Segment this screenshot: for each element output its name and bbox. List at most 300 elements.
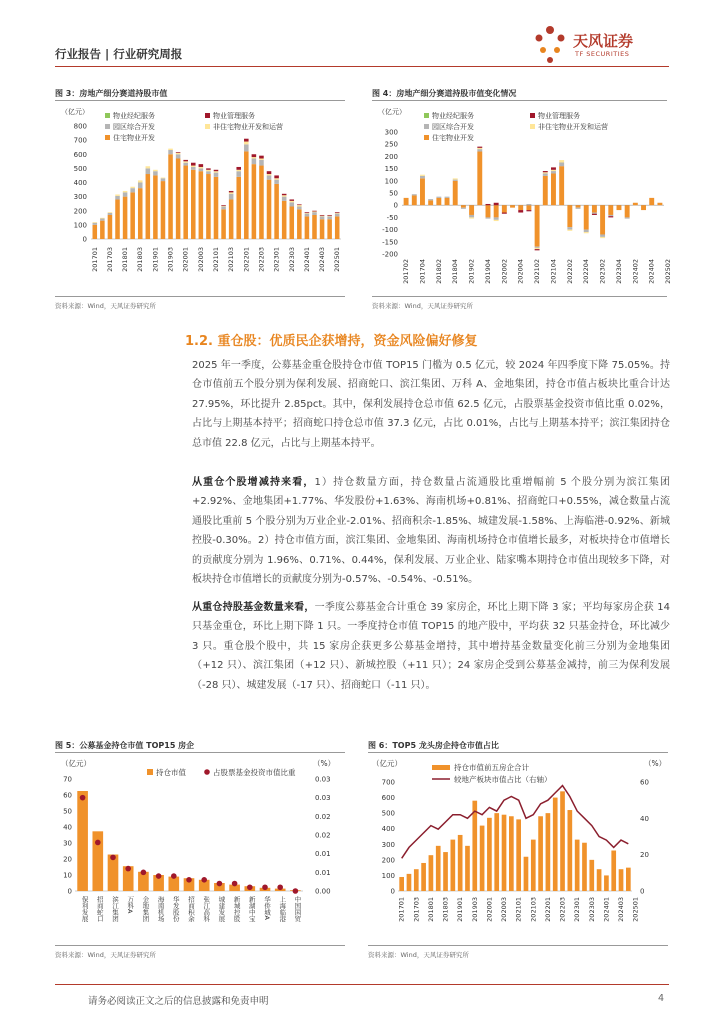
y2-tick-label: 20 bbox=[640, 851, 649, 860]
bar bbox=[77, 791, 88, 891]
bar-segment bbox=[584, 205, 589, 229]
bar-segment bbox=[551, 173, 556, 205]
x-tick-label: 201904 bbox=[483, 259, 492, 284]
bar bbox=[604, 875, 609, 891]
x-tick-label: 202402 bbox=[631, 259, 640, 284]
legend-swatch bbox=[530, 113, 535, 118]
bar-segment bbox=[327, 215, 332, 216]
fig5-title: 图 5：公募基金持仓市值 TOP15 房企 bbox=[55, 741, 195, 750]
bar-segment bbox=[526, 210, 531, 211]
bar-segment bbox=[108, 213, 113, 215]
bar-segment bbox=[477, 147, 482, 148]
footer-disclaimer: 请务必阅读正文之后的信息披露和免责申明 bbox=[88, 996, 269, 1007]
legend-swatch bbox=[147, 769, 153, 775]
legend-label: 物业管理服务 bbox=[538, 112, 580, 120]
bar-segment bbox=[535, 205, 540, 246]
x-tick-label: 202303 bbox=[587, 897, 596, 922]
fig4-bottom-rule bbox=[372, 296, 667, 297]
bar-segment bbox=[436, 198, 441, 205]
bar-segment bbox=[244, 151, 249, 239]
bar-segment bbox=[559, 166, 564, 205]
ratio-point bbox=[277, 884, 283, 890]
y-tick-label: 250 bbox=[384, 140, 398, 149]
x-tick-label: 202301 bbox=[573, 897, 582, 922]
bar-segment bbox=[608, 205, 613, 215]
x-tick-label: 202401 bbox=[302, 247, 311, 272]
y-tick-label: 300 bbox=[381, 840, 395, 849]
bar bbox=[414, 869, 419, 891]
bar-segment bbox=[297, 207, 302, 210]
y-tick-label: 700 bbox=[381, 778, 395, 787]
bar-segment bbox=[214, 170, 219, 171]
bar-segment bbox=[274, 175, 279, 178]
bar-segment bbox=[221, 206, 226, 207]
bar-segment bbox=[551, 167, 556, 169]
bar-segment bbox=[138, 183, 143, 189]
bar bbox=[575, 840, 580, 891]
bar-segment bbox=[625, 205, 630, 217]
bar bbox=[560, 791, 565, 891]
bar-segment bbox=[282, 195, 287, 196]
bar bbox=[619, 869, 624, 891]
bar-segment bbox=[146, 168, 151, 174]
legend-label: 物业经纪服务 bbox=[113, 112, 155, 120]
bar-segment bbox=[320, 219, 325, 239]
legend-label: 非住宅物业开发和运营 bbox=[538, 123, 608, 131]
fig4-source: 资料来源：Wind，天风证券研究所 bbox=[372, 302, 473, 310]
x-tick-label: 202201 bbox=[543, 897, 552, 922]
bar-segment bbox=[592, 213, 597, 214]
x-tick-label: 201901 bbox=[151, 247, 160, 272]
bar-segment bbox=[115, 199, 120, 239]
bar-segment bbox=[428, 199, 433, 200]
category-label: 招商蛇口 bbox=[95, 896, 104, 922]
bar-segment bbox=[551, 171, 556, 173]
y2-tick-label: 40 bbox=[640, 814, 649, 823]
legend-swatch bbox=[424, 124, 429, 129]
bar-segment bbox=[584, 230, 589, 232]
bar-segment bbox=[123, 192, 128, 196]
bar-segment bbox=[404, 198, 409, 205]
bar-segment bbox=[168, 154, 173, 239]
bar-segment bbox=[252, 154, 257, 157]
y-tick-label: 10 bbox=[63, 871, 72, 880]
legend-swatch bbox=[205, 124, 210, 129]
bar bbox=[487, 818, 492, 891]
y-tick-label: -100 bbox=[382, 226, 398, 235]
bar bbox=[502, 815, 507, 891]
bar-segment bbox=[123, 197, 128, 239]
bar-segment bbox=[567, 227, 572, 229]
category-label: 保利发展 bbox=[80, 896, 89, 922]
y2-tick-label: 0.01 bbox=[315, 868, 331, 877]
legend-label: 占股票基金投资市值比重 bbox=[213, 768, 296, 777]
bar bbox=[524, 857, 529, 891]
fig4-chart bbox=[372, 102, 673, 297]
x-tick-label: 201702 bbox=[402, 259, 411, 284]
bar-segment bbox=[289, 201, 294, 202]
bar-segment bbox=[535, 247, 540, 248]
category-label: 华发股份 bbox=[171, 896, 180, 922]
y2-tick-label: 0.02 bbox=[315, 812, 331, 821]
bar-segment bbox=[567, 205, 572, 227]
bar-segment bbox=[312, 215, 317, 239]
bar bbox=[458, 835, 463, 891]
x-tick-label: 202203 bbox=[558, 897, 567, 922]
fig3-title: 图 3：房地产细分赛道持股市值 bbox=[55, 89, 168, 98]
bar-segment bbox=[502, 205, 507, 212]
bar-segment bbox=[153, 171, 158, 175]
bar-segment bbox=[221, 207, 226, 210]
x-tick-label: 201803 bbox=[136, 247, 145, 272]
bar bbox=[407, 874, 412, 891]
y-tick-label: 100 bbox=[381, 871, 395, 880]
ratio-point bbox=[293, 888, 299, 894]
fig5-rule bbox=[55, 752, 345, 753]
y2-axis-unit: （%） bbox=[644, 759, 667, 768]
y-tick-label: 400 bbox=[381, 825, 395, 834]
bar-segment bbox=[274, 184, 279, 239]
bar-segment bbox=[592, 205, 597, 212]
bar-segment bbox=[274, 178, 279, 179]
x-tick-label: 201903 bbox=[166, 247, 175, 272]
bar-segment bbox=[543, 173, 548, 175]
bar-segment bbox=[206, 171, 211, 174]
y-tick-label: 300 bbox=[384, 128, 398, 137]
report-header: 行业报告 | 行业研究周报 bbox=[55, 47, 183, 61]
bar-segment bbox=[100, 221, 105, 239]
ratio-point bbox=[156, 873, 162, 879]
bar-segment bbox=[229, 191, 234, 192]
category-label: 滨江集团 bbox=[111, 896, 119, 922]
x-tick-label: 202103 bbox=[529, 897, 538, 922]
x-tick-label: 202003 bbox=[196, 247, 205, 272]
y-tick-label: 200 bbox=[73, 207, 87, 216]
bar bbox=[531, 840, 536, 891]
bar-segment bbox=[221, 209, 226, 239]
bar-segment bbox=[168, 149, 173, 150]
footer-divider bbox=[55, 984, 669, 985]
bar-segment bbox=[282, 194, 287, 195]
fig3-bottom-rule bbox=[55, 296, 345, 297]
bar-segment bbox=[320, 216, 325, 217]
bar-segment bbox=[183, 160, 188, 161]
bar bbox=[429, 855, 434, 891]
bar-segment bbox=[176, 154, 181, 158]
bar-segment bbox=[244, 142, 249, 145]
x-tick-label: 202203 bbox=[257, 247, 266, 272]
category-label: 张江高科 bbox=[202, 896, 211, 922]
bar bbox=[421, 863, 426, 891]
fig4-rule bbox=[372, 100, 667, 101]
bar-segment bbox=[100, 218, 105, 219]
y-tick-label: 0 bbox=[390, 887, 395, 896]
x-tick-label: 202101 bbox=[212, 247, 220, 272]
y2-axis-unit: （%） bbox=[313, 759, 336, 768]
ratio-point bbox=[232, 881, 238, 887]
y2-tick-label: 0.03 bbox=[315, 794, 331, 803]
bar-segment bbox=[657, 203, 662, 205]
fig5-source: 资料来源：Wind，天风证券研究所 bbox=[55, 951, 156, 959]
bar-segment bbox=[518, 210, 523, 212]
x-tick-label: 202303 bbox=[287, 247, 296, 272]
category-label: 万科A bbox=[126, 896, 135, 914]
bar-segment bbox=[153, 170, 158, 171]
legend-label: 物业经纪服务 bbox=[432, 112, 474, 120]
bar-segment bbox=[453, 178, 458, 179]
bar-segment bbox=[289, 199, 294, 200]
ratio-point bbox=[171, 873, 177, 879]
bar-segment bbox=[576, 208, 581, 209]
bar-segment bbox=[100, 219, 105, 221]
x-tick-label: 202204 bbox=[582, 259, 591, 284]
bar bbox=[509, 816, 514, 891]
bar-segment bbox=[191, 167, 196, 170]
bar-segment bbox=[191, 170, 196, 239]
bar-segment bbox=[244, 139, 249, 142]
bar-segment bbox=[543, 171, 548, 172]
y-tick-label: 800 bbox=[73, 122, 87, 131]
category-label: 华侨城A bbox=[263, 896, 271, 920]
bar-segment bbox=[420, 176, 425, 178]
x-tick-label: 202103 bbox=[227, 247, 236, 272]
legend-label: 持仓市值前五房企合计 bbox=[454, 763, 529, 772]
bar-segment bbox=[494, 220, 499, 221]
bar-segment bbox=[510, 205, 515, 207]
bar-segment bbox=[633, 203, 638, 205]
y-tick-label: 600 bbox=[73, 150, 87, 159]
bar-segment bbox=[236, 177, 241, 239]
bar-segment bbox=[502, 213, 507, 214]
y-axis-unit: （亿元） bbox=[372, 759, 402, 768]
bar-segment bbox=[576, 205, 581, 207]
x-tick-label: 201901 bbox=[456, 897, 465, 922]
bar-segment bbox=[420, 178, 425, 205]
category-label: 金地集团 bbox=[141, 896, 150, 922]
bar-segment bbox=[461, 208, 466, 209]
legend-label: 非住宅物业开发和运营 bbox=[213, 123, 283, 131]
bar bbox=[546, 813, 551, 891]
category-label: 新湖中宝 bbox=[247, 896, 256, 922]
x-tick-label: 201804 bbox=[451, 259, 460, 284]
bar-segment bbox=[335, 213, 340, 214]
bar-segment bbox=[320, 215, 325, 216]
x-tick-label: 201903 bbox=[470, 897, 479, 922]
bar-segment bbox=[428, 200, 433, 205]
x-tick-label: 202102 bbox=[533, 259, 542, 284]
x-tick-label: 202003 bbox=[500, 897, 509, 922]
bar-segment bbox=[526, 204, 531, 205]
y-tick-label: 50 bbox=[63, 807, 72, 816]
logo-en: TF SECURITIES bbox=[575, 50, 630, 58]
x-tick-label: 201703 bbox=[412, 897, 421, 922]
bar-segment bbox=[535, 249, 540, 250]
category-label: 城建发展 bbox=[217, 896, 226, 922]
y2-tick-label: 60 bbox=[640, 778, 649, 787]
bar-segment bbox=[453, 180, 458, 181]
x-tick-label: 202501 bbox=[631, 897, 640, 922]
x-tick-label: 201704 bbox=[418, 259, 427, 284]
bar-segment bbox=[584, 232, 589, 233]
bar-segment bbox=[130, 192, 135, 239]
bar-segment bbox=[312, 211, 317, 212]
y-tick-label: 70 bbox=[63, 775, 72, 784]
bar-segment bbox=[146, 166, 151, 168]
bar-segment bbox=[297, 209, 302, 239]
bar-segment bbox=[108, 212, 113, 213]
y2-tick-label: 0.03 bbox=[315, 775, 331, 784]
bar-segment bbox=[123, 191, 128, 192]
bar-segment bbox=[93, 223, 98, 225]
category-label: 上海临港 bbox=[278, 896, 287, 922]
bar-segment bbox=[494, 205, 499, 217]
bar bbox=[626, 868, 631, 891]
bar-segment bbox=[559, 160, 564, 162]
legend-swatch bbox=[205, 113, 210, 118]
bar-segment bbox=[600, 234, 605, 236]
bar bbox=[472, 801, 477, 891]
ratio-point bbox=[201, 877, 207, 883]
bar-segment bbox=[289, 202, 294, 206]
ratio-point bbox=[110, 855, 116, 861]
bar-segment bbox=[229, 192, 234, 193]
bar-segment bbox=[469, 205, 474, 215]
bar-segment bbox=[494, 217, 499, 219]
bar-segment bbox=[176, 158, 181, 239]
bar bbox=[568, 810, 573, 891]
bar-segment bbox=[567, 230, 572, 231]
page-number: 4 bbox=[657, 993, 664, 1004]
legend-swatch bbox=[424, 135, 429, 140]
bar bbox=[436, 846, 441, 891]
bar bbox=[516, 819, 521, 891]
bar-segment bbox=[108, 215, 113, 239]
y-tick-label: 700 bbox=[73, 136, 87, 145]
y-tick-label: 200 bbox=[384, 152, 398, 161]
bar-segment bbox=[518, 205, 523, 210]
x-tick-label: 202004 bbox=[516, 259, 525, 284]
y-tick-label: 0 bbox=[67, 887, 72, 896]
bar-segment bbox=[335, 212, 340, 213]
y-axis-unit: （亿元） bbox=[378, 108, 406, 116]
bar-segment bbox=[327, 216, 332, 217]
section-title: 1.2. 重仓股：优质民企获增持，资金风险偏好修复 bbox=[185, 334, 478, 349]
bar-segment bbox=[649, 198, 654, 205]
bar-segment bbox=[320, 216, 325, 219]
bar bbox=[480, 826, 485, 891]
y-tick-label: 50 bbox=[389, 189, 398, 198]
paragraph-3-lead: 从重仓持股基金数量来看， bbox=[192, 602, 315, 613]
bar-segment bbox=[229, 194, 234, 200]
legend-label: 住宅物业开发 bbox=[432, 134, 474, 142]
bar-segment bbox=[183, 166, 188, 239]
bar-segment bbox=[199, 168, 204, 171]
x-tick-label: 202202 bbox=[565, 259, 574, 284]
x-tick-label: 202302 bbox=[598, 259, 607, 284]
bar bbox=[465, 846, 470, 891]
bar-segment bbox=[305, 213, 310, 214]
bar-segment bbox=[559, 163, 564, 167]
bar-segment bbox=[305, 214, 310, 217]
y-tick-label: 20 bbox=[63, 855, 72, 864]
bar-segment bbox=[236, 171, 241, 177]
bar bbox=[399, 877, 404, 891]
category-label: 中国国贸 bbox=[293, 896, 302, 922]
bar-segment bbox=[93, 222, 98, 223]
bar-segment bbox=[327, 216, 332, 219]
y2-tick-label: 0.01 bbox=[315, 850, 331, 859]
fig6-source: 资料来源：Wind，天风证券研究所 bbox=[368, 951, 469, 959]
y-tick-label: 30 bbox=[63, 839, 72, 848]
x-tick-label: 201902 bbox=[467, 259, 476, 284]
bar-segment bbox=[244, 144, 249, 151]
x-tick-label: 201802 bbox=[434, 259, 443, 284]
paragraph-3 bbox=[192, 598, 670, 695]
bar-segment bbox=[412, 195, 417, 205]
y-tick-label: -200 bbox=[382, 250, 398, 259]
y-tick-label: 100 bbox=[73, 221, 87, 230]
fig6-bottom-rule bbox=[368, 945, 668, 946]
bar-segment bbox=[453, 181, 458, 205]
ratio-point bbox=[186, 877, 192, 883]
fig4-title: 图 4：房地产细分赛道持股市值变化情况 bbox=[372, 89, 517, 98]
bar-segment bbox=[252, 157, 257, 158]
bar-segment bbox=[551, 170, 556, 171]
bar-segment bbox=[130, 187, 135, 188]
bar-segment bbox=[445, 197, 450, 198]
bar-segment bbox=[436, 197, 441, 198]
bar-segment bbox=[206, 174, 211, 239]
y-tick-label: 300 bbox=[73, 193, 87, 202]
paragraph-1: 2025 年一季度，公募基金重仓股持仓市值 TOP15 门槛为 0.5 亿元，较 2024 年四季度下降 75.05%。持仓市值前五个股分别为保利发展、招商蛇口、滨江集团、万科 A、金地集团，持仓市值占板块比重合计达 27.95%，环比提升 2.85pct。其中，保利发展持仓总市值 62.5 亿元，占股票基金投资市值比重 0.02%，占比与上期基本持平；招商蛇口持仓总市值 37.3 亿元，占比 0.01%，占比与上期基本持平；滨江集团持仓总市值 22.8 亿元，占比与上期基本持平。 bbox=[192, 360, 670, 449]
bar-segment bbox=[486, 217, 491, 218]
bar-segment bbox=[206, 170, 211, 171]
x-tick-label: 202101 bbox=[514, 897, 523, 922]
bar-segment bbox=[289, 207, 294, 239]
bar-segment bbox=[214, 177, 219, 239]
x-tick-label: 202404 bbox=[647, 259, 656, 284]
legend-swatch bbox=[432, 765, 450, 770]
y-tick-label: 40 bbox=[63, 823, 72, 832]
bar-segment bbox=[297, 204, 302, 205]
bar-segment bbox=[608, 215, 613, 216]
bar-segment bbox=[267, 174, 272, 175]
x-tick-label: 202002 bbox=[500, 259, 509, 284]
bar-segment bbox=[494, 203, 499, 205]
legend-label: 物业管理服务 bbox=[213, 112, 255, 120]
fig5-bottom-rule bbox=[55, 945, 345, 946]
y-tick-label: 500 bbox=[73, 164, 87, 173]
bar-segment bbox=[115, 196, 120, 200]
bar-segment bbox=[469, 215, 474, 217]
y-tick-label: 200 bbox=[381, 856, 395, 865]
x-tick-label: 201801 bbox=[426, 897, 435, 922]
bar-segment bbox=[535, 248, 540, 249]
bar-segment bbox=[469, 217, 474, 218]
bar-segment bbox=[214, 171, 219, 172]
bar-segment bbox=[274, 180, 279, 184]
bar-segment bbox=[161, 178, 166, 181]
bar-segment bbox=[229, 199, 234, 239]
legend-swatch bbox=[105, 113, 110, 118]
paragraph-3-body: 一季度公募基金合计重仓 39 家房企，环比上期下降 3 家；平均每家房企获 14 只基金重仓，环比上期下降 1 只。一季度持仓市值 TOP15 的地产股中，平均获 32 只基金持仓，环比减少 3 只。重仓股个股中，共 15 家房企获更多公募基金增持，其中增持基金数量变化前三分别为金地集团（+12 只）、滨江集团（+12 只）、新城控股（+11 只）；24 家房企受到公募基金减持，前三为保利发展（-28 只）、城建发展（-17 只）、招商蛇口（-11 只）。 bbox=[192, 602, 670, 691]
bar-segment bbox=[600, 237, 605, 238]
bar-segment bbox=[600, 205, 605, 234]
bar-segment bbox=[335, 216, 340, 239]
bar-segment bbox=[236, 170, 241, 171]
x-tick-label: 202104 bbox=[549, 259, 558, 284]
y2-tick-label: 0 bbox=[640, 887, 645, 896]
